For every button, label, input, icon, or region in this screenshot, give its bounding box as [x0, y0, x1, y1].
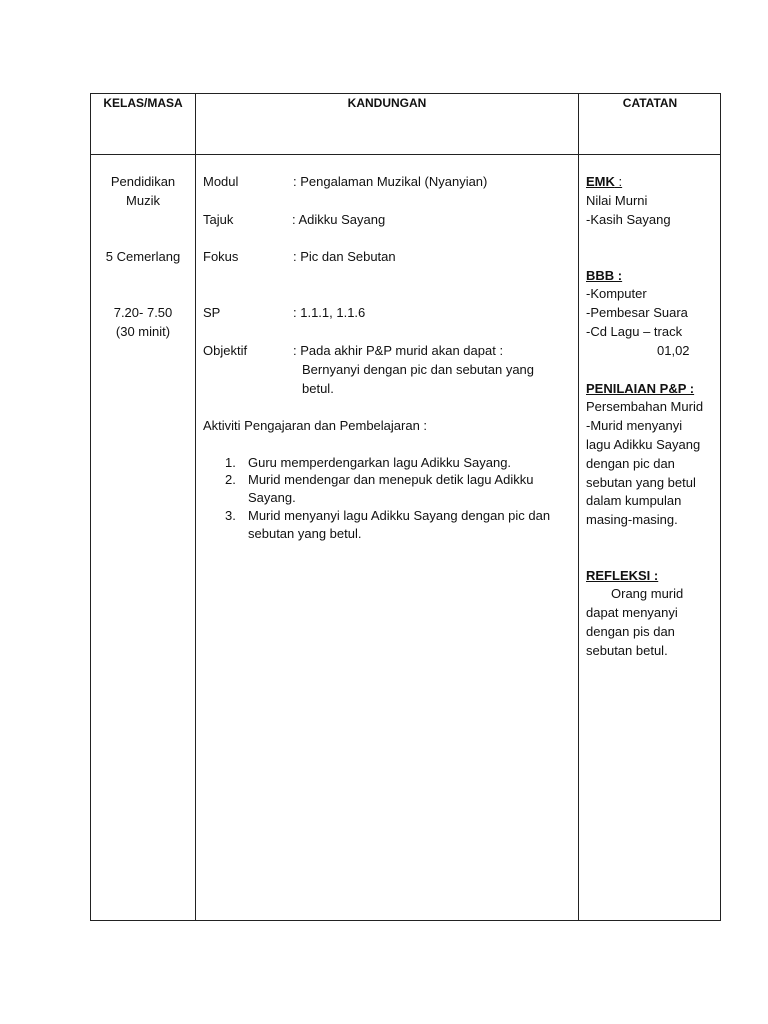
- aktiviti-title: Aktiviti Pengajaran dan Pembelajaran :: [203, 418, 428, 433]
- emk-title: EMK: [586, 174, 615, 189]
- field-value-tajuk: : Adikku Sayang: [292, 212, 386, 227]
- step-number: 2.: [225, 472, 236, 487]
- field-value-sp: : 1.1.1, 1.1.6: [293, 305, 366, 320]
- field-label-fokus: Fokus: [203, 249, 239, 264]
- step-text: Murid menyanyi lagu Adikku Sayang dengan pic dan: [248, 508, 551, 523]
- penilaian-line: -Murid menyanyi: [586, 418, 683, 433]
- emk-heading: [586, 172, 622, 191]
- field-label-modul: Modul: [203, 174, 239, 189]
- penilaian-line: lagu Adikku Sayang: [586, 437, 701, 452]
- bbb-title: BBB :: [586, 268, 623, 283]
- step-text-continuation: sebutan yang betul.: [248, 526, 362, 541]
- step-number: 1.: [225, 455, 236, 470]
- penilaian-line: dengan pic dan: [586, 456, 675, 471]
- field-label-sp: SP: [203, 305, 221, 320]
- penilaian-line: masing-masing.: [586, 512, 678, 527]
- objektif-continuation-1: Bernyanyi dengan pic dan sebutan yang: [302, 362, 535, 377]
- bbb-line: -Pembesar Suara: [586, 305, 688, 320]
- emk-line: -Kasih Sayang: [586, 212, 671, 227]
- field-value-objektif: : Pada akhir P&P murid akan dapat :: [293, 343, 504, 358]
- header-divider: [91, 154, 720, 155]
- refleksi-title: REFLEKSI :: [586, 568, 659, 583]
- lesson-plan-table: [90, 93, 721, 921]
- step-number: 3.: [225, 508, 236, 523]
- bbb-line: 01,02: [657, 343, 690, 358]
- penilaian-line: dalam kumpulan: [586, 493, 682, 508]
- column-divider: [195, 94, 196, 920]
- class-name: 5 Cemerlang: [105, 249, 181, 264]
- subject-line-1: Pendidikan: [110, 174, 176, 189]
- bbb-line: -Cd Lagu – track: [586, 324, 683, 339]
- field-label-tajuk: Tajuk: [203, 212, 234, 227]
- refleksi-line: dapat menyanyi: [586, 605, 678, 620]
- bbb-line: -Komputer: [586, 286, 647, 301]
- column-divider: [578, 94, 579, 920]
- field-value-modul: : Pengalaman Muzikal (Nyanyian): [293, 174, 488, 189]
- lesson-duration: (30 minit): [115, 324, 171, 339]
- step-text: Guru memperdengarkan lagu Adikku Sayang.: [248, 455, 512, 470]
- penilaian-line: Persembahan Murid: [586, 399, 704, 414]
- subject-line-2: Muzik: [126, 193, 160, 208]
- lesson-time: 7.20- 7.50: [113, 305, 173, 320]
- field-label-objektif: Objektif: [203, 343, 248, 358]
- refleksi-line: sebutan betul.: [586, 643, 668, 658]
- penilaian-title: PENILAIAN P&P :: [586, 381, 695, 396]
- objektif-continuation-2: betul.: [302, 381, 334, 396]
- header-catatan: CATATAN: [622, 96, 678, 110]
- step-text-continuation: Sayang.: [248, 490, 296, 505]
- step-text: Murid mendengar dan menepuk detik lagu Adikku: [248, 472, 534, 487]
- header-kelas-masa: KELAS/MASA: [103, 96, 183, 110]
- emk-colon: :: [614, 174, 623, 189]
- emk-line: Nilai Murni: [586, 193, 648, 208]
- header-kandungan: KANDUNGAN: [347, 96, 427, 110]
- field-value-fokus: : Pic dan Sebutan: [293, 249, 396, 264]
- refleksi-line: Orang murid: [611, 586, 684, 601]
- penilaian-line: sebutan yang betul: [586, 475, 696, 490]
- refleksi-line: dengan pis dan: [586, 624, 675, 639]
